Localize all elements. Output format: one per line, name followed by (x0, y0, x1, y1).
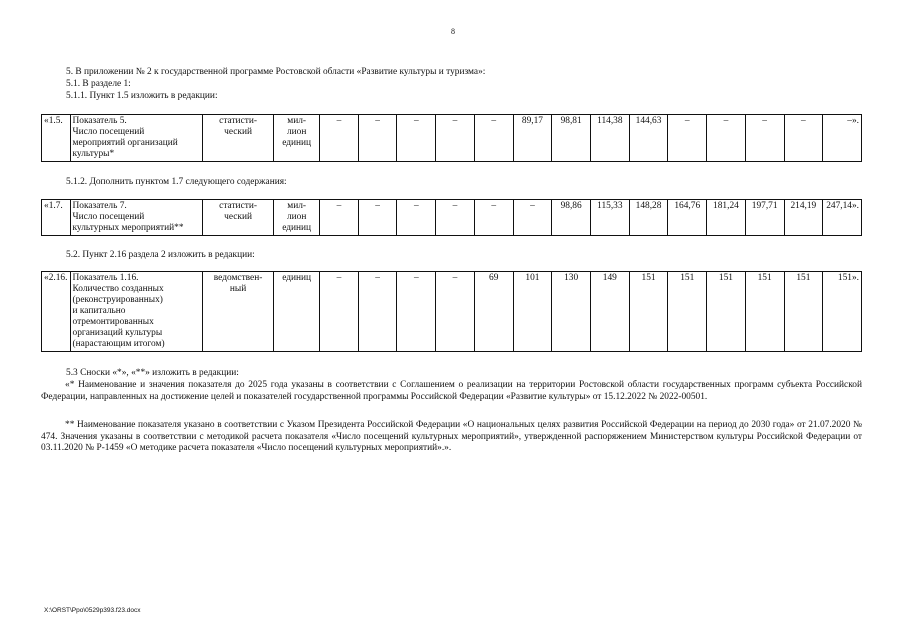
value-cell: – (436, 272, 475, 352)
value-cell: – (474, 115, 513, 162)
value-cell: 130 (552, 272, 591, 352)
value-cell: 151 (784, 272, 823, 352)
indicator-name: Показатель 1.16. Количество созданных (реконструированных) и капитально отремонтированных организаций культуры (нарастающим итогом) (70, 272, 202, 352)
section-5-1-1: 5.1.1. Пункт 1.5 изложить в редакции: (66, 91, 218, 101)
indicator-type: ведомствен- ный (202, 272, 273, 352)
value-cell: – (513, 200, 552, 236)
value-cell: – (320, 115, 359, 162)
value-cell: 247,14». (823, 200, 862, 236)
indicator-unit: мил- лион единиц (274, 115, 320, 162)
value-cell: – (436, 115, 475, 162)
indicator-name: Показатель 5. Число посещений мероприятий организаций культуры* (70, 115, 202, 162)
indicator-type: статисти- ческий (202, 115, 273, 162)
value-cell: 164,76 (668, 200, 707, 236)
value-cell: 98,81 (552, 115, 591, 162)
page-number: 8 (451, 27, 455, 36)
section-5-title: 5. В приложении № 2 к государственной программе Ростовской области «Развитие культуры и туризма»: (66, 67, 486, 77)
table-row (42, 115, 862, 162)
value-cell: – (397, 200, 436, 236)
value-cell: – (358, 272, 397, 352)
value-cell: 148,28 (629, 200, 668, 236)
value-cell: 114,38 (590, 115, 629, 162)
indicator-table-2-16 (41, 271, 862, 352)
value-cell: 151». (823, 272, 862, 352)
indicator-name: Показатель 7. Число посещений культурных мероприятий** (70, 200, 202, 236)
value-cell: 181,24 (707, 200, 746, 236)
table-row (42, 200, 862, 236)
section-5-1-2: 5.1.2. Дополнить пунктом 1.7 следующего содержания: (66, 177, 287, 187)
footnote-2: ** Наименование показателя указано в соответствии с Указом Президента Российской Федерации «О национальных целях развития Российской Федерации на период до 2030 года» от 21.07.2020 № 474. Значения указаны в соответствии с методикой расчета показателя «Число посещений культурных мероприятий», утвержденной распоряжением Министерством культуры Российской Федерации от 03.11.2020 № Р-1459 «О методике расчета показателя «Число посещений культурных мероприятий».». (41, 420, 862, 454)
section-5-1: 5.1. В разделе 1: (66, 79, 131, 89)
row-number: «1.5. (42, 115, 71, 162)
value-cell: 144,63 (629, 115, 668, 162)
table-row (42, 272, 862, 352)
value-cell: 89,17 (513, 115, 552, 162)
indicator-type: статисти- ческий (202, 200, 273, 236)
value-cell: – (784, 115, 823, 162)
value-cell: 151 (629, 272, 668, 352)
file-path-footer: X:\ORST\Ppo\0529p393.f23.docx (44, 607, 141, 614)
value-cell: 149 (590, 272, 629, 352)
value-cell: – (474, 200, 513, 236)
value-cell: 214,19 (784, 200, 823, 236)
value-cell: 115,33 (590, 200, 629, 236)
value-cell: – (397, 272, 436, 352)
section-5-3: 5.3 Сноски «*», «**» изложить в редакции: (66, 368, 239, 378)
value-cell: –». (823, 115, 862, 162)
footnote-1: «* Наименование и значения показателя до 2025 года указаны в соответствии с Соглашением о реализации на территории Ростовской области государственных программ субъекта Российской Федерации, направленных на достижение целей и показателей государственной программы Российской Федерации «Развитие культуры» от 15.12.2022 № 2022-00501. (41, 380, 862, 402)
value-cell: 101 (513, 272, 552, 352)
value-cell: 151 (745, 272, 784, 352)
section-5-2: 5.2. Пункт 2.16 раздела 2 изложить в редакции: (66, 250, 255, 260)
value-cell: – (358, 115, 397, 162)
value-cell: 151 (668, 272, 707, 352)
value-cell: 69 (474, 272, 513, 352)
value-cell: – (668, 115, 707, 162)
value-cell: – (358, 200, 397, 236)
row-number: «2.16. (42, 272, 71, 352)
value-cell: – (707, 115, 746, 162)
value-cell: 151 (707, 272, 746, 352)
value-cell: – (436, 200, 475, 236)
value-cell: – (397, 115, 436, 162)
value-cell: – (320, 272, 359, 352)
row-number: «1.7. (42, 200, 71, 236)
indicator-table-1-5 (41, 114, 862, 162)
indicator-unit: мил- лион единиц (274, 200, 320, 236)
indicator-unit: единиц (274, 272, 320, 352)
value-cell: – (320, 200, 359, 236)
value-cell: 197,71 (745, 200, 784, 236)
indicator-table-1-7 (41, 199, 862, 236)
value-cell: – (745, 115, 784, 162)
value-cell: 98,86 (552, 200, 591, 236)
